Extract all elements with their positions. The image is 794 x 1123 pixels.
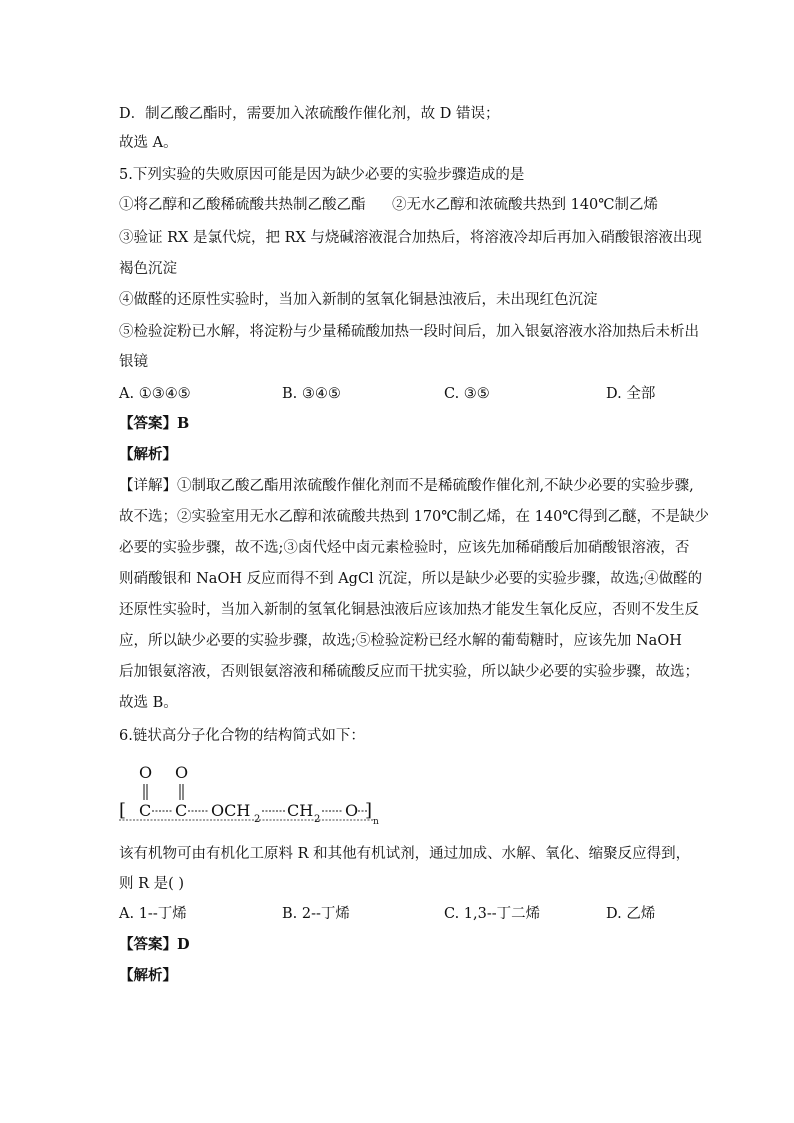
carbonyl-oxygen: O xyxy=(139,763,153,782)
q5-item-4: ④做醛的还原性实验时，当加入新制的氢氧化铜悬浊液后，未出现红色沉淀 xyxy=(119,292,598,308)
q6-analysis-title: 【解析】 xyxy=(119,967,177,984)
carbonyl-oxygen: O xyxy=(175,763,189,782)
q6-option-d: D. 乙烯 xyxy=(606,906,656,922)
polymer-structure-formula xyxy=(115,758,395,836)
q5-detail-line: 【详解】①制取乙酸乙酯用浓硫酸作催化剂而不是稀硫酸作催化剂,不缺少必要的实验步骤, xyxy=(119,478,694,494)
q5-item-5: ⑤检验淀粉已水解，将淀粉与少量稀硫酸加热一段时间后，加入银氨溶液水浴加热后未析出 xyxy=(119,324,699,340)
q5-detail-line: 故不选；②实验室用无水乙醇和浓硫酸共热到 170℃制乙烯，在 140℃得到乙醚，不是缺少 xyxy=(119,509,710,525)
q5-option-c: C. ③⑤ xyxy=(444,386,490,402)
q5-detail-line: 则硝酸银和 NaOH 反应而得不到 AgCl 沉淀，所以是缺少必要的实验步骤，故选;④做醛的 xyxy=(119,571,703,587)
q5-option-d: D. 全部 xyxy=(606,386,656,402)
ch2-group: CH xyxy=(287,801,314,820)
carbon-atom: C xyxy=(175,801,188,820)
q6-option-c: C. 1,3--丁二烯 xyxy=(444,906,541,922)
q5-option-a: A. ①③④⑤ xyxy=(119,386,191,402)
q6-stem: 6.链状高分子化合物的结构简式如下： xyxy=(119,728,365,744)
q5-detail-line: 应，所以缺少必要的实验步骤，故选;⑤检验淀粉已经水解的葡萄糖时，应该先加 NaOH xyxy=(119,633,682,649)
q6-answer: 【答案】D xyxy=(119,936,190,953)
och2-group: OCH xyxy=(211,801,251,820)
prev-conclusion: 故选 A。 xyxy=(119,135,178,151)
subscript-2: 2 xyxy=(254,814,261,825)
q6-option-b: B. 2--丁烯 xyxy=(282,906,350,922)
q5-answer: 【答案】B xyxy=(119,415,190,432)
q5-item-2: ②无水乙醇和浓硫酸共热到 140℃制乙烯 xyxy=(392,197,659,213)
q6-description: 该有机物可由有机化工原料 R 和其他有机试剂，通过加成、水解、氧化、缩聚反应得到， xyxy=(119,846,691,862)
prev-answer-line-d: D．制乙酸乙酯时，需要加入浓硫酸作催化剂，故 D 错误； xyxy=(119,106,500,122)
bracket-right: ] xyxy=(365,800,373,821)
bracket-left: [ xyxy=(119,800,127,821)
q5-detail-line: 后加银氨溶液，否则银氨溶液和稀硫酸反应而干扰实验，所以缺少必要的实验步骤，故选； xyxy=(119,664,699,680)
carbon-atom: C xyxy=(139,801,152,820)
q5-option-b: B. ③④⑤ xyxy=(282,386,341,402)
subscript-2: 2 xyxy=(314,814,321,825)
q5-item-5-cont: 银镜 xyxy=(119,354,148,370)
q5-item-1: ①将乙醇和乙酸稀硫酸共热制乙酸乙酯 xyxy=(119,197,366,213)
q5-detail-line: 故选 B。 xyxy=(119,695,178,711)
q5-analysis-title: 【解析】 xyxy=(119,446,177,463)
q5-item-3-cont: 褐色沉淀 xyxy=(119,261,177,277)
q5-item-3: ③验证 RX 是氯代烷，把 RX 与烧碱溶液混合加热后，将溶液冷却后再加入硝酸银溶液出现 xyxy=(119,230,702,246)
q5-stem: 5.下列实验的失败原因可能是因为缺少必要的实验步骤造成的是 xyxy=(119,167,525,183)
q5-detail-line: 必要的实验步骤，故不选;③卤代烃中卤元素检验时，应该先加稀硝酸后加硝酸银溶液，否 xyxy=(119,540,690,556)
subscript-n: n xyxy=(373,817,379,827)
q6-question: 则 R 是( ) xyxy=(119,876,185,892)
ether-oxygen: O xyxy=(345,801,359,820)
q6-option-a: A. 1--丁烯 xyxy=(119,906,187,922)
q5-detail-line: 还原性实验时，当加入新制的氢氧化铜悬浊液后应该加热才能发生氧化反应，否则不发生反 xyxy=(119,602,699,618)
